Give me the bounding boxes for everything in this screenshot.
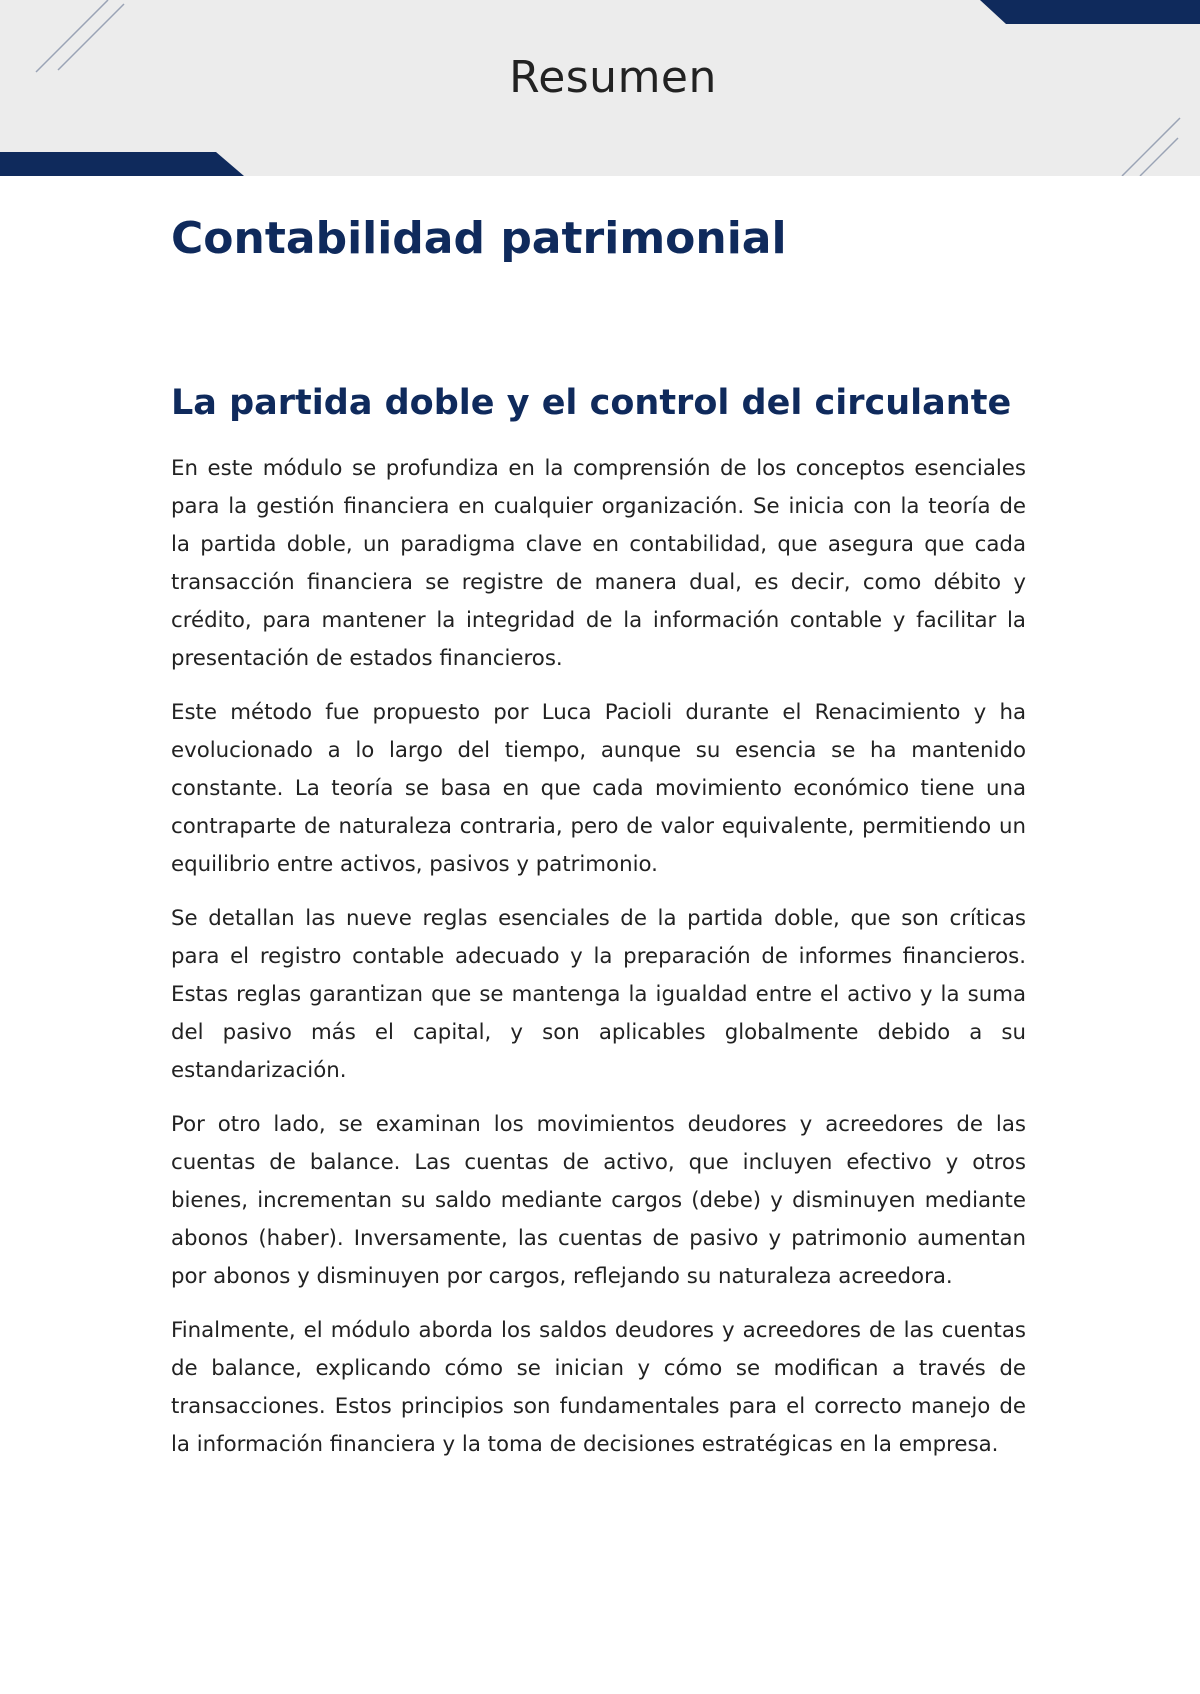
- document-body: [171, 206, 1026, 1480]
- paragraph: Este método fue propuesto por Luca Pacioli durante el Renacimiento y ha evolucionado a lo largo del tiempo, aunque su esencia se ha mantenido constante. La teoría se basa en que cada movimiento económico tiene una contraparte de naturaleza contraria, pero de valor equivalente, permitiendo un equilibrio entre activos, pasivos y patrimonio.: [171, 700, 1026, 877]
- section-title: La partida doble y el control del circulante: [171, 383, 1012, 423]
- deco-line-bottom-right-1: [1122, 118, 1180, 176]
- header-title: Resumen: [509, 52, 717, 103]
- deco-band-top-right: [980, 0, 1200, 24]
- paragraph: Se detallan las nueve reglas esenciales de la partida doble, que son críticas para el registro contable adecuado y la preparación de informes financieros. Estas reglas garantizan que se mantenga la igualdad entre el activo y la suma del pasivo más el capital, y son aplicables globalmente debido a su estandarización.: [171, 906, 1026, 1083]
- deco-band-bottom-left: [0, 152, 244, 176]
- document-title: Contabilidad patrimonial: [171, 213, 787, 264]
- deco-line-bottom-right-2: [1140, 138, 1178, 176]
- paragraph: Finalmente, el módulo aborda los saldos deudores y acreedores de las cuentas de balance, explicando cómo se inician y cómo se modifican a través de transacciones. Estos principios son fundamentales para el correcto manejo de la información financiera y la toma de decisiones estratégicas en la empresa.: [171, 1318, 1026, 1457]
- header-banner: [0, 0, 1200, 176]
- paragraph: En este módulo se profundiza en la comprensión de los conceptos esenciales para la gestión financiera en cualquier organización. Se inicia con la teoría de la partida doble, un paradigma clave en contabilidad, que asegura que cada transacción financiera se registre de manera dual, es decir, como débito y crédito, para mantener la integridad de la información contable y facilitar la presentación de estados financieros.: [171, 456, 1026, 671]
- paragraph: Por otro lado, se examinan los movimientos deudores y acreedores de las cuentas de balance. Las cuentas de activo, que incluyen efectivo y otros bienes, incrementan su saldo mediante cargos (debe) y disminuyen mediante abonos (haber). Inversamente, las cuentas de pasivo y patrimonio aumentan por abonos y disminuyen por cargos, reflejando su naturaleza acreedora.: [171, 1112, 1026, 1289]
